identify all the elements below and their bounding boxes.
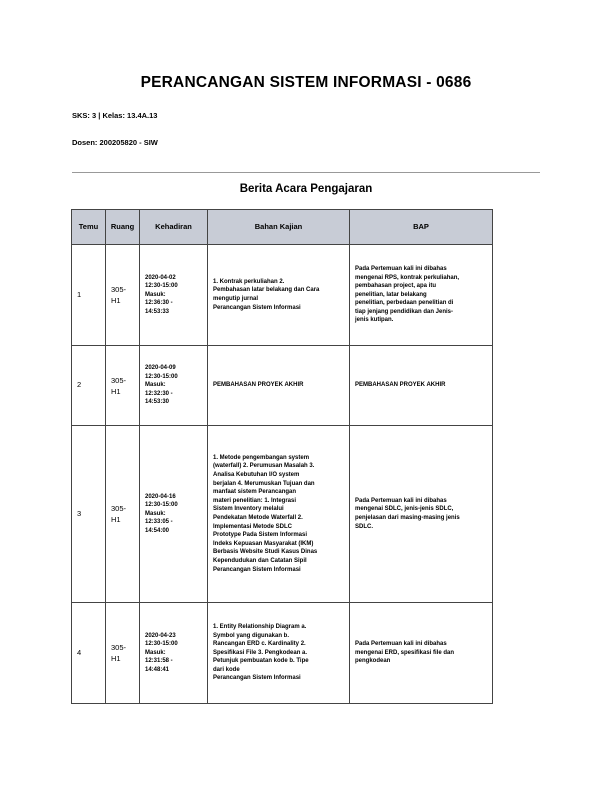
course-info: SKS: 3 | Kelas: 13.4A.13 [72,111,158,120]
cell-bap: Pada Pertemuan kali ini dibahas mengenai SDLC, jenis-jenis SDLC, penjelasan dari masing-masing jenis SDLC. [350,426,493,603]
header-temu: Temu [72,210,106,245]
header-kehadiran: Kehadiran [140,210,208,245]
cell-ruang: 305- H1 [106,603,140,704]
cell-kehadiran: 2020-04-16 12:30-15:00 Masuk: 12:33:05 - 14:54:00 [140,426,208,603]
cell-ruang: 305- H1 [106,346,140,426]
cell-temu: 3 [72,426,106,603]
table-row [72,346,493,426]
cell-temu: 2 [72,346,106,426]
cell-kehadiran: 2020-04-02 12:30-15:00 Masuk: 12:36:30 - 14:53:33 [140,245,208,346]
cell-bap: PEMBAHASAN PROYEK AKHIR [350,346,493,426]
teaching-log-table [71,209,493,704]
table-row [72,245,493,346]
cell-ruang: 305- H1 [106,426,140,603]
table-row [72,426,493,603]
cell-bap: Pada Pertemuan kali ini dibahas mengenai ERD, spesifikasi file dan pengkodean [350,603,493,704]
cell-bahan-kajian: 1. Entity Relationship Diagram a. Symbol yang digunakan b. Rancangan ERD c. Kardinality 2. Spesifikasi File 3. Pengkodean a. Petunjuk pembuatan kode b. Tipe dari kode Perancangan Sistem Informasi [208,603,350,704]
table-row [72,603,493,704]
header-ruang: Ruang [106,210,140,245]
cell-ruang: 305- H1 [106,245,140,346]
cell-bap: Pada Pertemuan kali ini dibahas mengenai RPS, kontrak perkuliahan, pembahasan project, apa itu penelitian, latar belakang penelitian, perbedaan penelitian di tiap jenjang pendidikan dan Jenis- jenis kutipan. [350,245,493,346]
cell-bahan-kajian: 1. Metode pengembangan system (waterfall) 2. Perumusan Masalah 3. Analisa Kebutuhan I/O system berjalan 4. Merumuskan Tujuan dan manfaat sistem Perancangan materi penelitian: 1. Integrasi Sistem Inventory melalui Pendekatan Metode Waterfall 2. Implementasi Metode SDLC Prototype Pada Sistem Informasi Indeks Kepuasan Masyarakat (IKM) Berbasis Website Studi Kasus Dinas Kependudukan dan Catatan Sipil Perancangan Sistem Informasi [208,426,350,603]
section-title: Berita Acara Pengajaran [239,183,373,195]
cell-temu: 1 [72,245,106,346]
cell-kehadiran: 2020-04-23 12:30-15:00 Masuk: 12:31:58 - 14:48:41 [140,603,208,704]
table-header-row [72,210,493,245]
page-title: PERANCANGAN SISTEM INFORMASI - 0686 [140,74,472,91]
cell-bahan-kajian: PEMBAHASAN PROYEK AKHIR [208,346,350,426]
cell-kehadiran: 2020-04-09 12:30-15:00 Masuk: 12:32:30 - 14:53:30 [140,346,208,426]
header-bahan-kajian: Bahan Kajian [208,210,350,245]
cell-bahan-kajian: 1. Kontrak perkuliahan 2. Pembahasan latar belakang dan Cara mengutip jurnal Perancangan Sistem Informasi [208,245,350,346]
header-bap: BAP [350,210,493,245]
divider [72,172,540,173]
cell-temu: 4 [72,603,106,704]
lecturer-info: Dosen: 200205820 - SIW [72,138,158,147]
